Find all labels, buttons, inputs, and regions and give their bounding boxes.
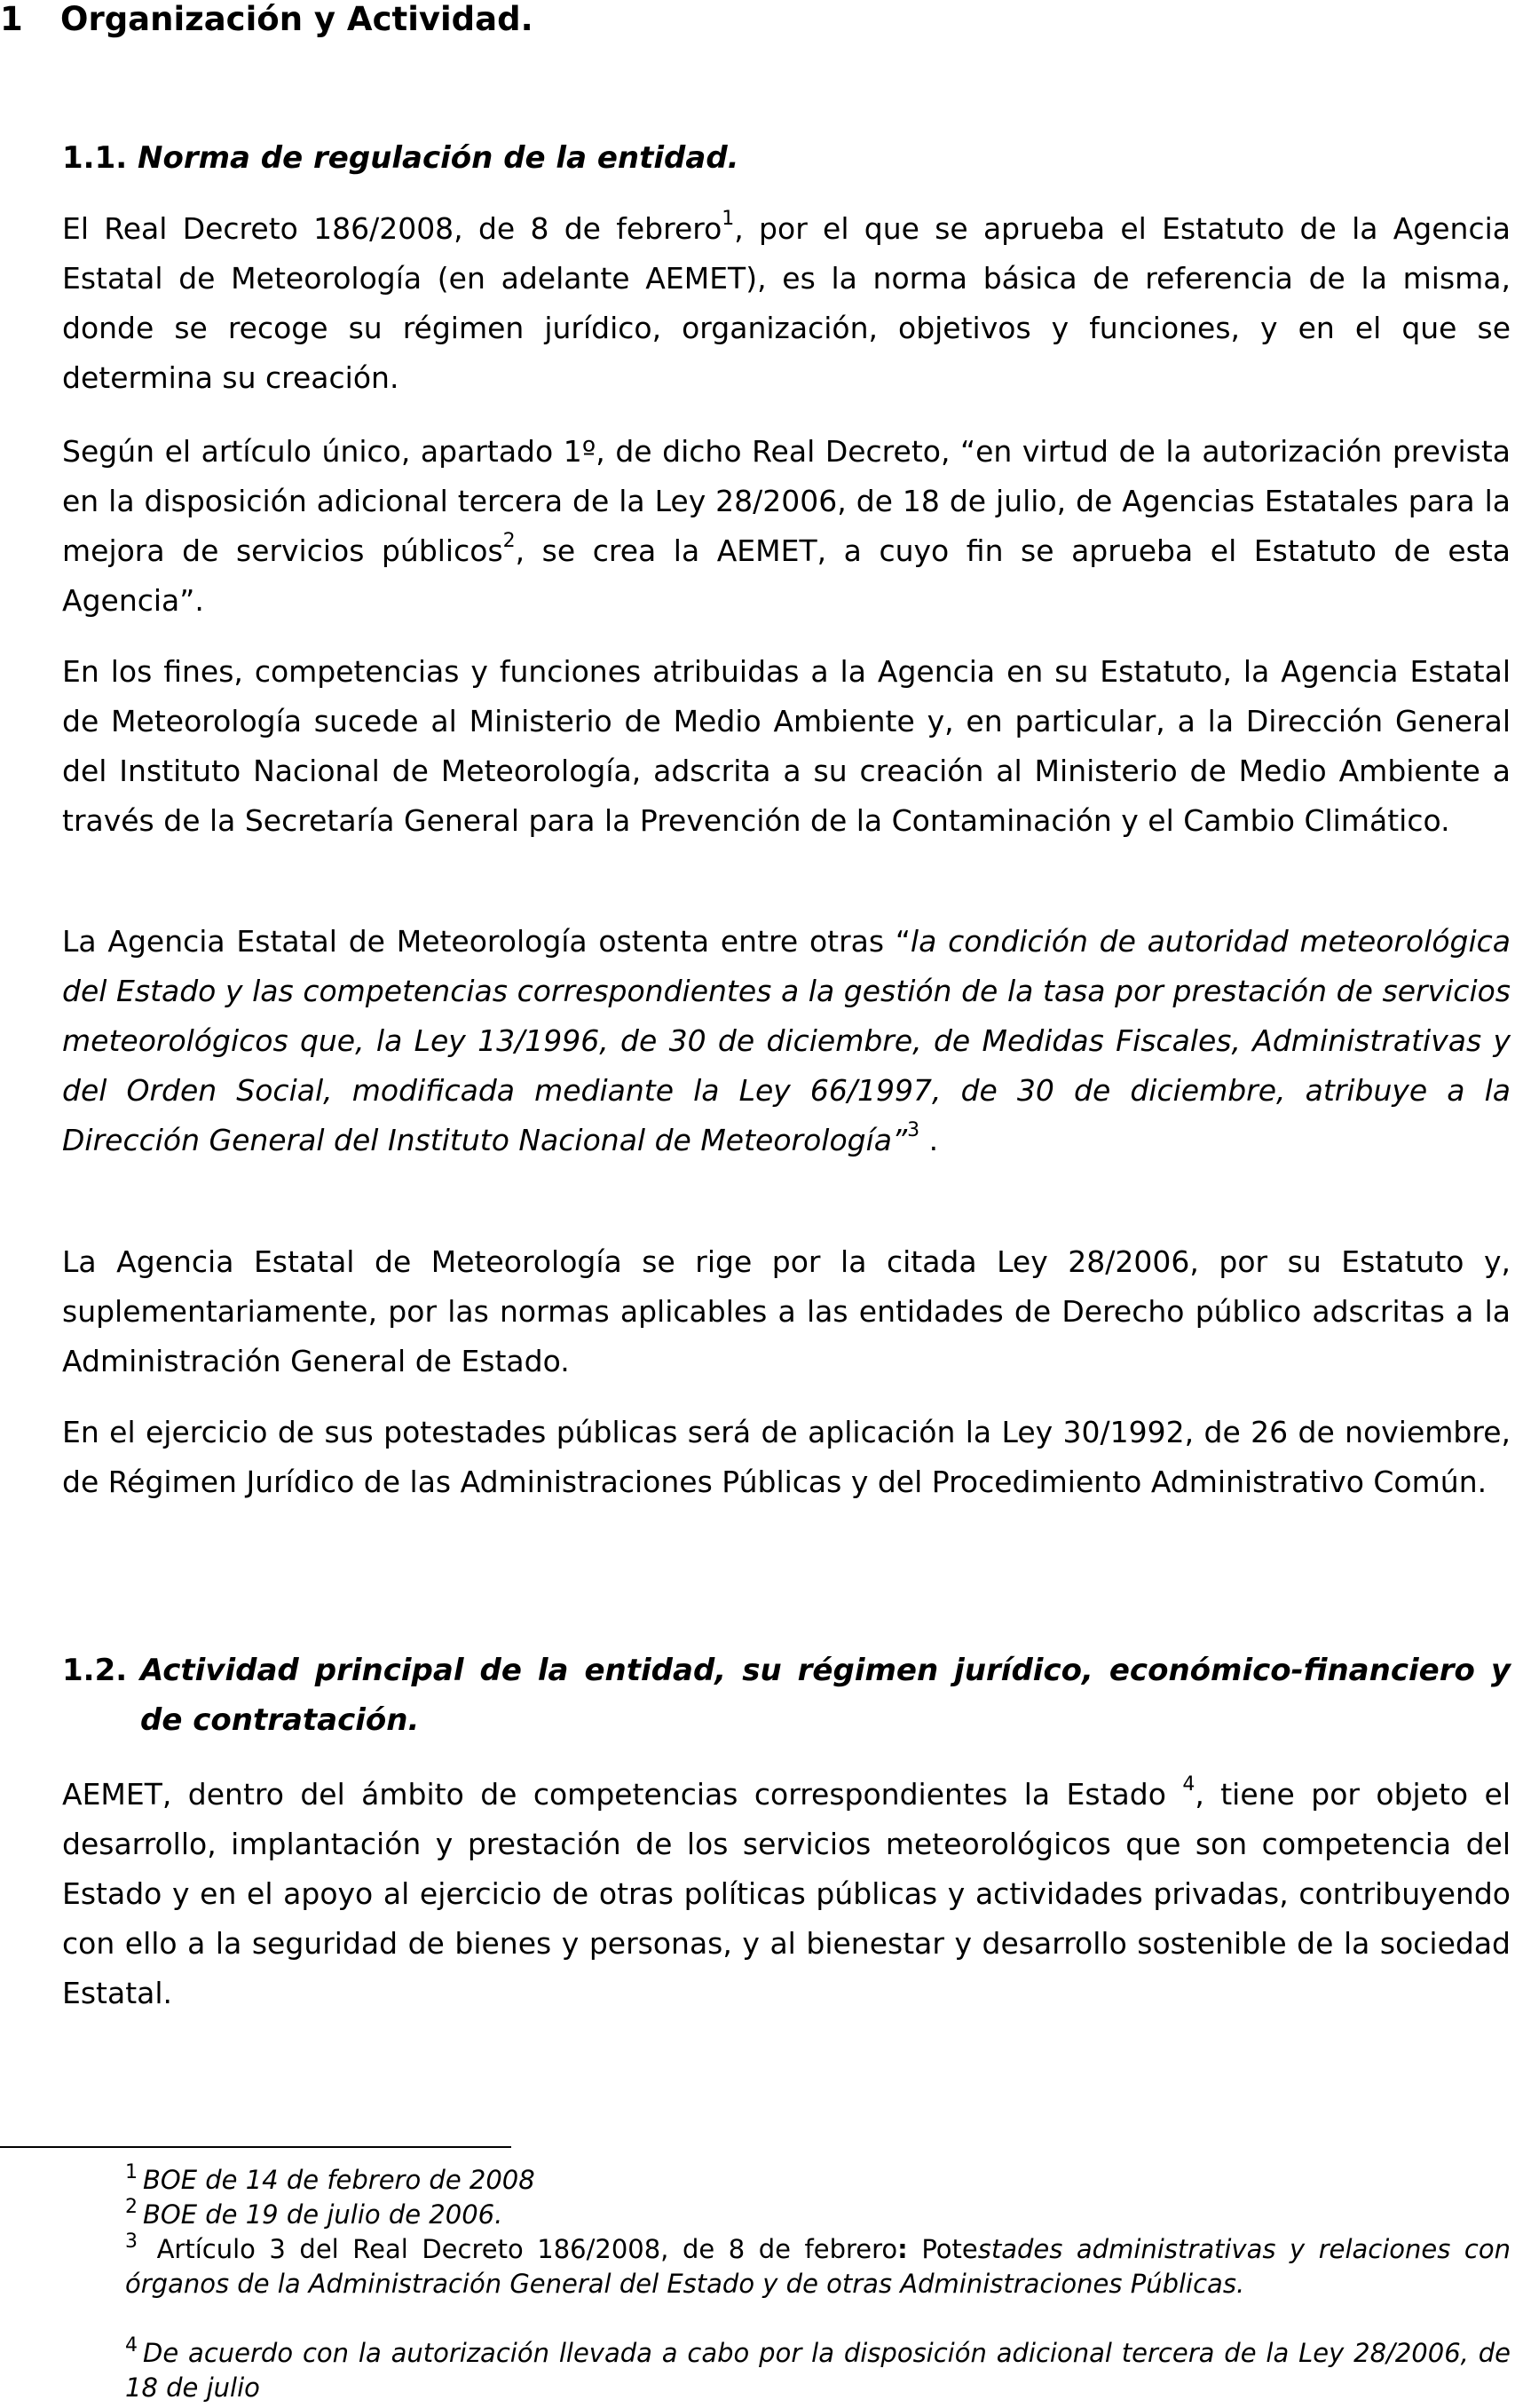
footnote-ref-4[interactable]: 4 [1182, 1773, 1195, 1796]
paragraph-text: La Agencia Estatal de Meteorología ostenta entre otras “ [62, 924, 911, 959]
footnote-text: BOE de 14 de febrero de 2008 [143, 2165, 535, 2195]
footnote-text: De acuerdo con la autorización llevada a cabo por la disposición adicional tercera de la Ley 28/2006, de 18 de julio [125, 2338, 1511, 2403]
footnote-separator [0, 2146, 511, 2148]
paragraph-real-decreto [62, 204, 1511, 403]
paragraph-text: El Real Decreto 186/2008, de 8 de febrero [62, 211, 722, 246]
paragraph-text: AEMET, dentro del ámbito de competencias correspondientes la Estado [62, 1777, 1166, 1812]
chapter-number: 1 [0, 0, 23, 38]
section-title: Norma de regulación de la entidad. [138, 140, 739, 176]
footnote-text: Artículo 3 del Real Decreto 186/2008, de 8 de febrero [156, 2234, 898, 2264]
section-title: Actividad principal de la entidad, su régimen jurídico, económico-financiero y de contratación. [140, 1653, 1511, 1738]
footnote-text: stades administrativas y relaciones con órganos de la Administración General del Estado y de otras Administraciones Públicas. [125, 2234, 1511, 2299]
section-number: 1.2. [62, 1653, 128, 1688]
section-heading-1-2 [62, 1646, 1511, 1745]
footnote-ref-2[interactable]: 2 [502, 530, 516, 552]
paragraph-text: . [919, 1123, 939, 1157]
paragraph-articulo-unico [62, 427, 1511, 626]
quoted-text: la condición de autoridad meteorológica del Estado y las competencias correspondientes a la gestión de la tasa por prestación de servicios meteorológicos que, la Ley 13/1996, de 30 de diciembre, de Medidas Fiscales, Administrativas y del Orden Social, modificada mediante la Ley 66/1997, de 30 de diciembre, atribuye a la Dirección General del Instituto Nacional de Meteorología [62, 924, 1511, 1157]
paragraph-rige-ley: La Agencia Estatal de Meteorología se rige por la citada Ley 28/2006, por su Estatuto y, suplementariamente, por las normas aplicables a las entidades de Derecho público adscritas a la Administración General de Estado. [62, 1244, 1511, 1378]
paragraph-text: , tiene por objeto el desarrollo, implantación y prestación de los servicios meteorológicos que son competencia del Estado y en el apoyo al ejercicio de otras políticas públicas y actividades privadas, contribuyendo con ello a la seguridad de bienes y personas, y al bienestar y desarrollo sostenible de la sociedad Estatal. [62, 1777, 1511, 2010]
paragraph-autoridad-meteorologica [62, 917, 1511, 1165]
footnote-text: BOE de 19 de julio de 2006. [143, 2199, 503, 2230]
section-heading-1-1 [62, 133, 1509, 183]
closing-quote: ” [891, 1123, 908, 1157]
footnote-number: 2 [125, 2196, 138, 2218]
paragraph-potestades-publicas: En el ejercicio de sus potestades públicas será de aplicación la Ley 30/1992, de 26 de noviembre, de Régimen Jurídico de las Administraciones Públicas y del Procedimiento Administrativo Común. [62, 1415, 1511, 1499]
footnote-ref-3[interactable]: 3 [907, 1119, 920, 1141]
chapter-heading [0, 0, 533, 39]
chapter-title: Organización y Actividad. [60, 0, 533, 38]
footnote-4 [125, 2336, 1511, 2405]
footnote-2 [125, 2198, 1511, 2232]
footnote-3 [125, 2232, 1511, 2301]
paragraph-text: Según el artículo único, apartado 1º, de dicho Real Decreto, “en virtud de la autorización prevista en la disposición adicional tercera de la Ley 28/2006, de 18 de julio, de Agencias Estatales para la mejora de servicios públicos [62, 434, 1511, 568]
paragraph-fines-competencias: En los fines, competencias y funciones atribuidas a la Agencia en su Estatuto, la Agencia Estatal de Meteorología sucede al Ministerio de Medio Ambiente y, en particular, a la Dirección General del Instituto Nacional de Meteorología, adscrita a su creación al Ministerio de Medio Ambiente a través de la Secretaría General para la Prevención de la Contaminación y el Cambio Climático. [62, 654, 1511, 838]
footnote-ref-1[interactable]: 1 [722, 208, 735, 230]
footnote-colon: : [897, 2234, 908, 2264]
footnote-number: 4 [125, 2334, 138, 2357]
footnote-text: Pote [907, 2234, 978, 2264]
footnote-number: 3 [125, 2230, 138, 2253]
footnote-1 [125, 2163, 1511, 2198]
footnote-number: 1 [125, 2161, 138, 2183]
section-number: 1.1. [62, 140, 128, 176]
paragraph-text: , se crea la AEMET, a cuyo fin se aprueba el Estatuto de esta Agencia”. [62, 533, 1511, 618]
paragraph-aemet-objeto [62, 1770, 1511, 2018]
paragraph-text: , por el que se aprueba el Estatuto de la Agencia Estatal de Meteorología (en adelante AEMET), es la norma básica de referencia de la misma, donde se recoge su régimen jurídico, organización, objetivos y funciones, y en el que se determina su creación. [62, 211, 1511, 395]
